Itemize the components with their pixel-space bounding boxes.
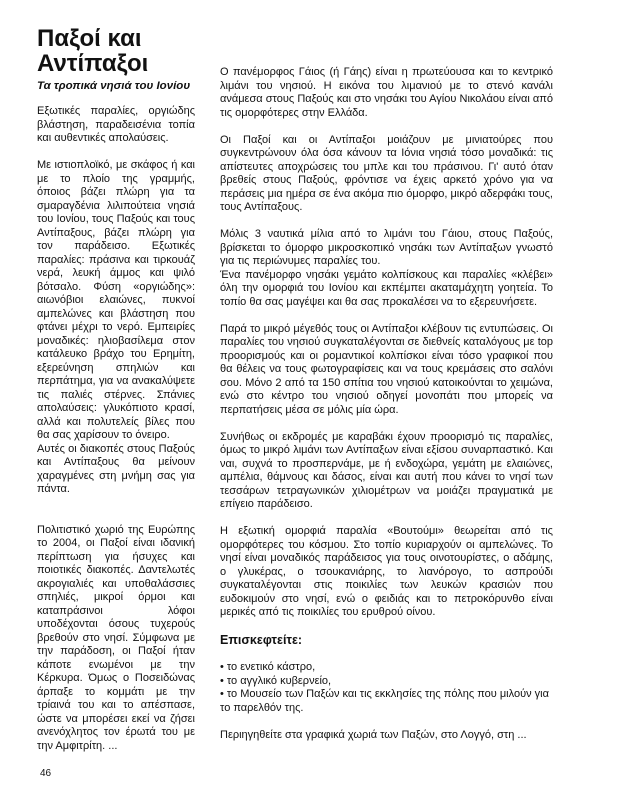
right-paragraph-gaios: Ο πανέμορφος Γάιος (ή Γάης) είναι η πρωτεύουσα και το κεντρικό λιμάνι του νησιού. Η εικόνα του λιμανιού με το στενό κανάλι ανάμεσα στους Παξούς και στο νησάκι του Αγίου Νικολάου είναι από τις ομορφότερες στην Ελλάδα. — [220, 66, 553, 119]
subtitle: Τα τροπικά νησιά του Ιονίου — [37, 80, 191, 92]
list-item — [220, 688, 553, 715]
left-column — [37, 26, 195, 767]
left-paragraph-culture: Πολιτιστικό χωριό της Ευρώπης το 2004, οι Παξοί είναι ιδανική περίπτωση για ήσυχες και ποιοτικές διακοπές. Δαντελωτές ακρογιαλιές και υποθαλάσσιες σπηλιές, μικροί όρμοι και καταπράσινοι λόφοι υποδέχονται όσους τυχερούς βρεθούν στο νησί. Σύμφωνα με την παράδοση, οι Παξοί ήταν κάποτε ενωμένοι με την Κέρκυρα. Όμως ο Ποσειδώνας άρπαξε το κομμάτι με την τρίαινά του και το απέσπασε, ώστε να μπορέσει εκεί να ζήσει ανενόχλητος τον έρωτά του με την Αμφιτρίτη. ... — [37, 523, 195, 752]
right-paragraph-excursions: Συνήθως οι εκδρομές με καραβάκι έχουν προορισμό τις παραλίες, όμως το μικρό λιμάνι των Αντίπαξων είναι εξίσου συναρπαστικό. Και ναι, συχνά το προσπερνάμε, με ή ενδοχώρα, γεμάτη με ελαιώνες, αμπέλια, θάμνους και δάσος, είναι και αυτή που κάνει το νησί των τεσσάρων τετραγωνικών χιλιομέτρων να μοιάζει πραγματικά με επίγειο παράδεισο. — [220, 430, 553, 510]
bullet-icon: • — [220, 688, 224, 700]
bullet-icon: • — [220, 674, 224, 687]
right-paragraph-miniatures: Οι Παξοί και οι Αντίπαξοι μοιάζουν με μινιατούρες που συγκεντρώνουν όλα όσα κάνουν τα Ιόνια νησιά τόσο μοναδικά: τις απίστευτες αποχρώσεις του μπλε και του πράσινου. Γι' αυτό όταν βρεθείς στους Παξούς, φρόντισε να έχεις αρκετό χρόνο για να περάσεις μια ημέρα σε ένα ακόμα πιο όμορφο, μικρό αδερφάκι τους, τους Αντίπαξους. — [220, 133, 553, 213]
list-item — [220, 661, 553, 675]
visit-heading: Επισκεφτείτε: — [220, 633, 303, 647]
visit-item-museum: το Μουσείο των Παξών και τις εκκλησίες της πόλης που μιλούν για το παρελθόν της. — [220, 688, 549, 714]
bullet-icon: • — [220, 661, 224, 673]
title-line-1: Παξοί και — [37, 25, 142, 52]
right-paragraph-voutoumi: Η εξωτική ομορφιά παραλία «Βουτούμι» θεωρείται από τις ομορφότερες του κόσμου. Στο τοπίο κυριαρχούν οι αμπελώνες. Το νησί είναι μοναδικός παράδεισος για τους οινοτουρίστες, ο αδάμης, ο γλυκέρας, ο τσουκανιάρης, το λιανόρογο, το ασπρούδι συγκαταλέγονται στις ποικιλίες των λευκών κρασιών που ευδοκιμούν στο νησί, ενώ ο φειδιάς και το πετροκόρυνθο είναι μερικές από τις ποικιλίες του ερυθρού οίνου. — [220, 525, 553, 618]
visit-item-governor-house: το αγγλικό κυβερνείο, — [226, 674, 332, 687]
page-number: 46 — [40, 768, 52, 779]
left-paragraph-intro: Εξωτικές παραλίες, οργιώδης βλάστηση, παραδεισένια τοπία και αυθεντικές απολαύσεις. — [37, 105, 195, 144]
closing-paragraph: Περιηγηθείτε στα γραφικά χωριά των Παξών, στο Λογγό, στη ... — [220, 728, 527, 741]
page-title — [37, 26, 195, 76]
title-line-2: Αντίπαξοι — [37, 50, 149, 77]
list-item — [220, 675, 553, 689]
right-paragraph-distance: Μόλις 3 ναυτικά μίλια από το λιμάνι του Γάιου, στους Παξούς, βρίσκεται το όμορφο μικροσκοπικό νησάκι των Αντίπαξων γνωστό για τις περιώνυμες παραλίες του. — [220, 228, 553, 267]
right-column — [220, 66, 553, 756]
left-paragraph-description: Με ιστιοπλοϊκό, με σκάφος ή και με το πλοίο της γραμμής, όποιος βάζει πλώρη για τα σμαραγδένια λιλιπούτεια νησιά του Ιονίου, τους Παξούς και τους Αντίπαξους, βάζει πλώρη για τον παράδεισο. Εξωτικές παραλίες: πράσινα και τιρκουάζ νερά, λευκή άμμος και ψιλό βότσαλο. Φύση «οργιώδης»: αιωνόβιοι ελαιώνες, πυκνοί αμπελώνες και βλάστηση που φτάνει μέχρι το νερό. Εμπειρίες μοναδικές: ηλιοβασίλεμα στον κατάλευκο βράχο του Ερημίτη, εξερεύνηση σπηλιών και περπάτημα, για να ανακαλύψετε τις παλιές στέρνες. Σπάνιες απολαύσεις: γλυκόπιοτο κρασί, αλλά και πολυτελείς βίλες που θα σας χαρίσουν το όνειρο. — [37, 159, 195, 441]
right-paragraph-island: Ένα πανέμορφο νησάκι γεμάτο κολπίσκους και παραλίες «κλέβει» όλη την ομορφιά του Ιονίου και εκπέμπει ακαταμάχητη γοητεία. Το τοπίο θα σας μαγέψει και θα σας προκαλέσει να το εξερευνήσετε. — [220, 268, 553, 308]
left-paragraph-memory: Αυτές οι διακοπές στους Παξούς και Αντίπαξους θα μείνουν χαραγμένες στη μνήμη σας για πάντα. — [37, 442, 195, 495]
visit-list — [220, 661, 553, 715]
right-paragraph-beaches: Παρά το μικρό μέγεθός τους οι Αντίπαξοι κλέβουν τις εντυπώσεις. Οι παραλίες του νησιού συγκαταλέγονται σε διεθνείς καταλόγους με top προορισμούς και οι ρομαντικοί κολπίσκοι είναι τόσο γραφικοί που θα θέλεις να τους φωτογραφίσεις και να τους κρεμάσεις στο σαλόνι σου. Μόνο 2 από τα 150 σπίτια του νησιού κατοικούνται το χειμώνα, ενώ στο κέντρο του νησιού οδηγεί μονοπάτι που μπορείς να περπατήσεις μέσα σε μόλις μία ώρα. — [220, 322, 553, 416]
visit-item-castle: το ενετικό κάστρο, — [226, 661, 316, 673]
